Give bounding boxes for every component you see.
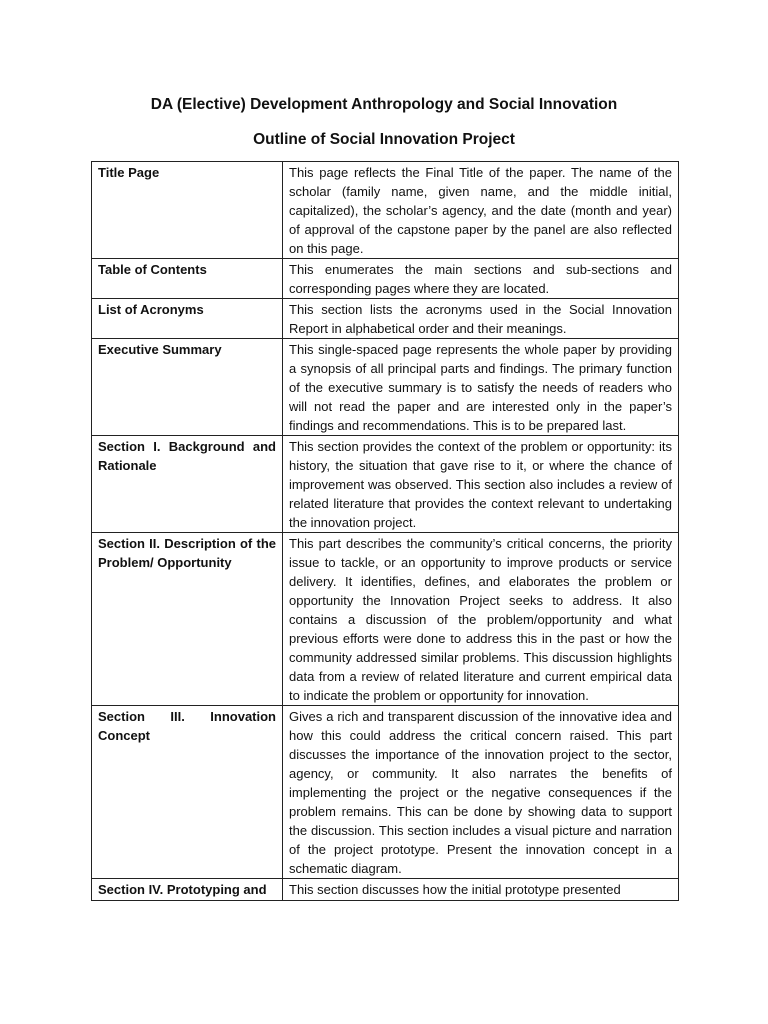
- section-name: Table of Contents: [92, 259, 283, 299]
- section-name: List of Acronyms: [92, 299, 283, 339]
- section-description: This section provides the context of the problem or opportunity: its history, the situation that gave rise to it, or where the chance of improvement was observed. This section also includes a review of related literature that provides the context relevant to undertaking the innovation project.: [283, 436, 679, 533]
- section-name: Section III. Innovation Concept: [92, 706, 283, 879]
- section-description: This section lists the acronyms used in the Social Innovation Report in alphabetical order and their meanings.: [283, 299, 679, 339]
- section-name: Section I. Background and Rationale: [92, 436, 283, 533]
- section-description: This section discusses how the initial prototype presented: [283, 879, 679, 901]
- section-name: Title Page: [92, 162, 283, 259]
- section-description: This enumerates the main sections and sub-sections and corresponding pages where they are located.: [283, 259, 679, 299]
- section-name: Section IV. Prototyping and: [92, 879, 283, 901]
- table-row: [92, 299, 679, 339]
- table-row: [92, 533, 679, 706]
- table-row: [92, 706, 679, 879]
- section-description: Gives a rich and transparent discussion of the innovative idea and how this could address the critical concern raised. This part discusses the importance of the innovation project to the sector, agency, or community. It also narrates the benefits of implementing the project or the negative consequences if the problem remains. This can be done by showing data to support the discussion. This section includes a visual picture and narration of the project prototype. Present the innovation concept in a schematic diagram.: [283, 706, 679, 879]
- document-subtitle: Outline of Social Innovation Project: [253, 131, 515, 148]
- table-row: [92, 879, 679, 901]
- table-row: [92, 259, 679, 299]
- section-description: This single-spaced page represents the whole paper by providing a synopsis of all principal parts and findings. The primary function of the executive summary is to satisfy the needs of readers who will not read the paper and are interested only in the paper’s findings and recommendations. This is to be prepared last.: [283, 339, 679, 436]
- section-name: Section II. Description of the Problem/ Opportunity: [92, 533, 283, 706]
- section-name: Executive Summary: [92, 339, 283, 436]
- section-description: This part describes the community’s critical concerns, the priority issue to tackle, or an opportunity to improve products or service delivery. It identifies, defines, and elaborates the problem or opportunity the Innovation Project seeks to address. It also contains a discussion of the problem/opportunity and what previous efforts were done to address this in the past or how the community addressed similar problems. This discussion highlights data from a review of related literature and current empirical data to indicate the problem or opportunity for innovation.: [283, 533, 679, 706]
- outline-table: [91, 161, 679, 901]
- section-description: This page reflects the Final Title of the paper. The name of the scholar (family name, given name, and the middle initial, capitalized), the scholar’s agency, and the date (month and year) of approval of the capstone paper by the panel are also reflected on this page.: [283, 162, 679, 259]
- table-row: [92, 339, 679, 436]
- table-row: [92, 162, 679, 259]
- document-title: DA (Elective) Development Anthropology and Social Innovation: [150, 96, 618, 113]
- table-row: [92, 436, 679, 533]
